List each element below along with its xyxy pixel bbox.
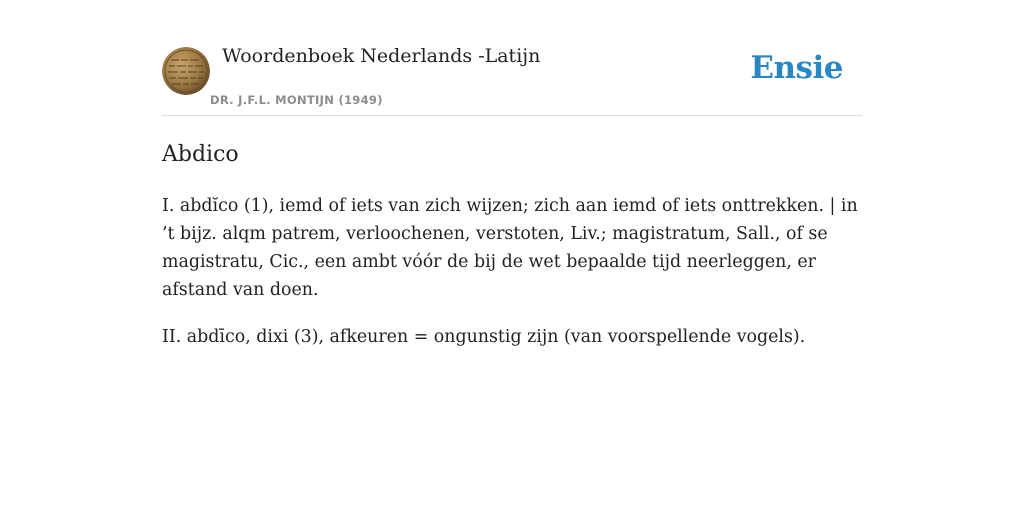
entry-title: Abdico <box>162 142 239 167</box>
bronze-coin-icon[interactable] <box>162 47 210 95</box>
definition-paragraph-2: II. abdīco, dixi (3), afkeuren = ongunstig zijn (van voorspellende vogels). <box>162 327 806 347</box>
book-author: DR. J.F.L. MONTIJN (1949) <box>210 93 383 107</box>
book-title[interactable]: Woordenboek Nederlands -Latijn <box>222 45 541 67</box>
dictionary-header <box>162 0 862 116</box>
ensie-logo-link[interactable]: Ensie <box>750 50 843 86</box>
page-container <box>162 0 862 351</box>
definition-paragraph-1: I. abdĭco (1), iemd of iets van zich wijzen; zich aan iemd of iets onttrekken. | in ’t bijz. alqm patrem, verloochenen, verstoten, Liv.; magistratum, Sall., of se magistratu, Cic., een ambt vóór de bij de wet bepaalde tijd neerleggen, er afstand van doen. <box>162 196 858 300</box>
